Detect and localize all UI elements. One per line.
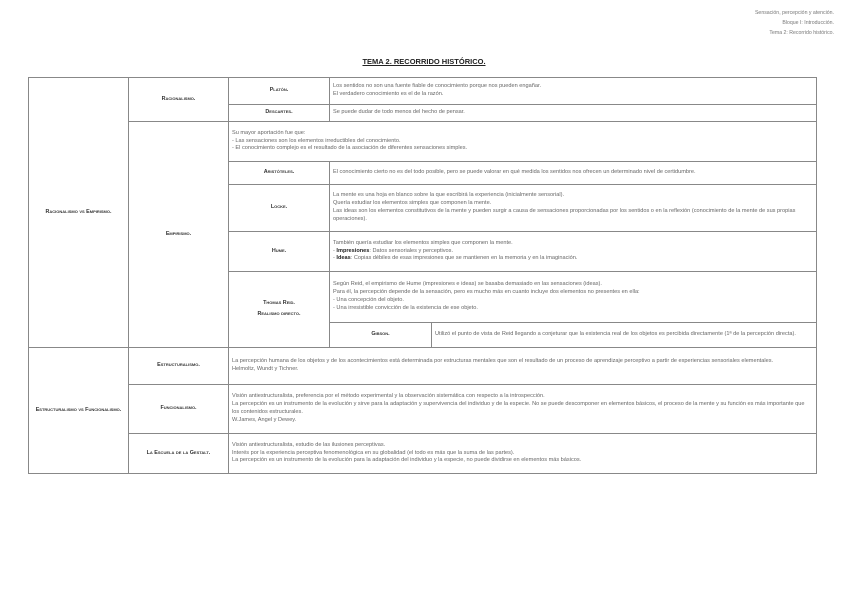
section-racionalismo-empirismo: Racionalismo vs Empirismo. xyxy=(29,78,129,348)
history-table xyxy=(28,77,817,474)
author-platon: Platón. xyxy=(229,78,330,105)
keyword-impresiones: Impresiones xyxy=(336,247,370,254)
platon-description: Los sentidos no son una fuente fiable de conocimiento porque nos pueden engañar. El verdadero conocimiento es el de la razón. xyxy=(330,78,817,105)
table-row xyxy=(29,434,817,474)
estructuralismo-description: La percepción humana de los objetos y de los acontecimientos está determinada por estructuras mentales que son el resultado de un proceso de aprendizaje perceptivo a partir de experiencias sensoriales elementales. Helmoltz, Wundt y Tichner. xyxy=(229,348,817,385)
author-locke: Locke. xyxy=(229,185,330,232)
document-header xyxy=(755,8,834,38)
category-estructuralismo: Estructuralismo. xyxy=(129,348,229,385)
page-title: TEMA 2. RECORRIDO HISTÓRICO. xyxy=(362,57,486,66)
hume-description: También quería estudiar los elementos simples que componen la mente. - Impresiones: Datos sensoriales y perceptivos. - Ideas: Copias débiles de esas impresiones que se mantienen en la memoria y en la imaginación. xyxy=(330,232,817,272)
author-thomas-reid: Thomas Reid. Realismo directo. xyxy=(229,272,330,348)
table-row xyxy=(29,348,817,385)
aristoteles-description: El conocimiento cierto no es del todo posible, pero se puede valorar en qué medida los sentidos nos ofrecen un determinado nivel de certidumbre. xyxy=(330,162,817,185)
category-racionalismo: Racionalismo. xyxy=(129,78,229,122)
empirismo-intro: Su mayor aportación fue que: - Las sensaciones son los elementos irreductibles del conocimiento. - El conocimiento complejo es el resultado de la asociación de diferentes sensaciones simples. xyxy=(229,122,817,162)
category-empirismo: Empirismo. xyxy=(129,122,229,348)
header-topic: Tema 2: Recorrido histórico. xyxy=(769,30,834,36)
category-funcionalismo: Funcionalismo. xyxy=(129,385,229,434)
table-row xyxy=(29,122,817,162)
author-gibson: Gibson. xyxy=(330,323,432,348)
table-row xyxy=(29,78,817,105)
funcionalismo-description: Visión antiestructuralista, preferencia por el método experimental y la observación sistemática con respecto a la introspección. La percepción es un instrumento de la evolución y sirve para la adaptación y supervivencia del individuo y de la especie. No se puede descomponer en elementos básicos, el proceso de la mente y su función es más importante que los contenidos estructurales. W.James, Angel y Dewey. xyxy=(229,385,817,434)
section-estructuralismo-funcionalismo: Estructuralismo vs Funcionalismo. xyxy=(29,348,129,474)
gestalt-description: Visión antiestructuralista, estudio de las ilusiones perceptivas. Interés por la experiencia perceptiva fenomenológica en su globalidad (el todo es más que la suma de las partes). La percepción es un instrumento de la evolución para la adaptación del individuo y la especie, no puede dividirse en elementos más básicos. xyxy=(229,434,817,474)
table-row xyxy=(29,385,817,434)
author-hume: Hume. xyxy=(229,232,330,272)
locke-description: La mente es una hoja en blanco sobre la que escribirá la experiencia (inicialmente sensorial). Quería estudiar los elementos simples que componen la mente. Las ideas son los elementos constitutivos de la mente y pueden surgir a causa de sensaciones proporcionadas por los sentidos o en la reflexión (conocimiento de la mente de sus propias operaciones). xyxy=(330,185,817,232)
author-descartes: Descartes. xyxy=(229,105,330,122)
author-aristoteles: Aristóteles. xyxy=(229,162,330,185)
header-block: Bloque I: Introducción. xyxy=(782,20,834,26)
reid-description: Según Reid, el empirismo de Hume (impresiones e ideas) se basaba demasiado en las sensaciones (ideas). Para él, la percepción depende de la sensación, pero es mucho más en cuanto incluye dos elementos no presentes en ella: - Una concepción del objeto. - Una irresistible convicción de la existencia de ese objeto. xyxy=(330,272,817,323)
descartes-description: Se puede dudar de todo menos del hecho de pensar. xyxy=(330,105,817,122)
category-gestalt: La Escuela de la Gestalt. xyxy=(129,434,229,474)
keyword-ideas: Ideas xyxy=(336,255,351,262)
gibson-description: Utilizó el punto de vista de Reid llegando a conjeturar que la existencia real de los objetos es percibida directamente (1ª de la percepción directa). xyxy=(432,323,817,348)
header-course: Sensación, percepción y atención. xyxy=(754,10,834,16)
